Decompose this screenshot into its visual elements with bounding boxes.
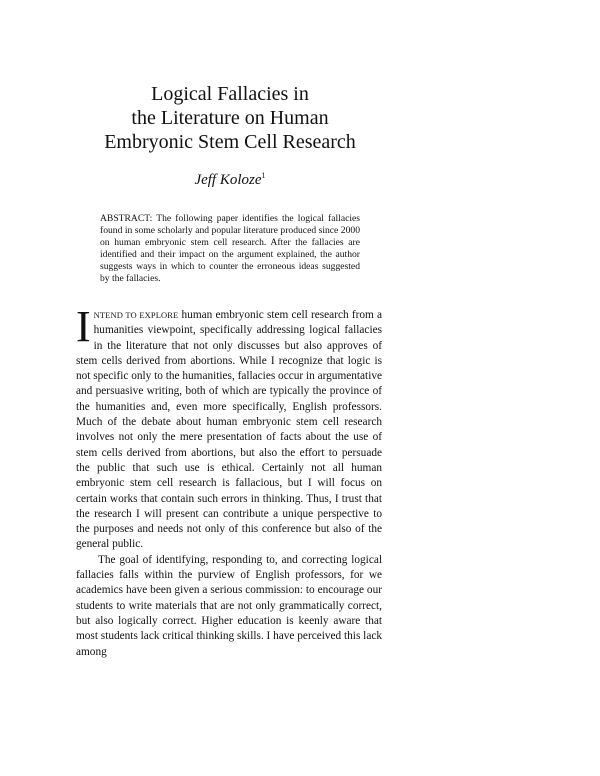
body-text [76,302,382,660]
title-line: Embryonic Stem Cell Research [104,131,356,153]
author-line [90,172,370,189]
title-line: Logical Fallacies in [151,83,309,105]
paragraph-2: The goal of identifying, responding to, and correcting logical fallacies falls within the purview of English professors, for we academics have been given a serious commission: to encourage our students to write materials that are not only grammatically correct, but also logically correct. Higher education is keenly aware that most students lack critical thinking skills. I have perceived this lack among [76,553,382,658]
lead-in-smallcaps: NTEND TO EXPLORE [93,310,179,320]
title-line: the Literature on Human [131,107,329,129]
author-name: Jeff Koloze [194,172,262,188]
paragraph-1-text: human embryonic stem cell research from a humanities viewpoint, specifically addressing logical fallacies in the literature that not only discusses but also approves of stem cells derived from abortions. While I recognize that logic is not specific only to the humanities, fallacies occur in argumentative and persuasive writing, both of which are typically the province of the humanities and, even more specifically, English professors. Much of the debate about human embryonic stem cell research involves not only the mere presentation of facts about the use of stem cells derived from abortions, but also the effort to persuade the public that such use is ethical. Certainly not all human embryonic stem cell research is fallacious, but I will focus on certain works that contain such errors in thinking. Thus, I trust that the research I will present can contribute a unique perspective to the purposes and needs not only of this conference but also of the general public. [76,309,382,551]
abstract: ABSTRACT: The following paper identifies the logical fallacies found in some scholarly and popular literature produced since 2000 on human embryonic stem cell research. After the fallacies are identified and their impact on the argument explained, the author suggests ways in which to counter the erroneous ideas suggested by the fallacies. [100,213,360,284]
paragraph-1 [76,302,382,553]
drop-cap: I [76,302,91,351]
author-footnote-mark: 1 [261,171,266,180]
paper-title [90,82,370,154]
